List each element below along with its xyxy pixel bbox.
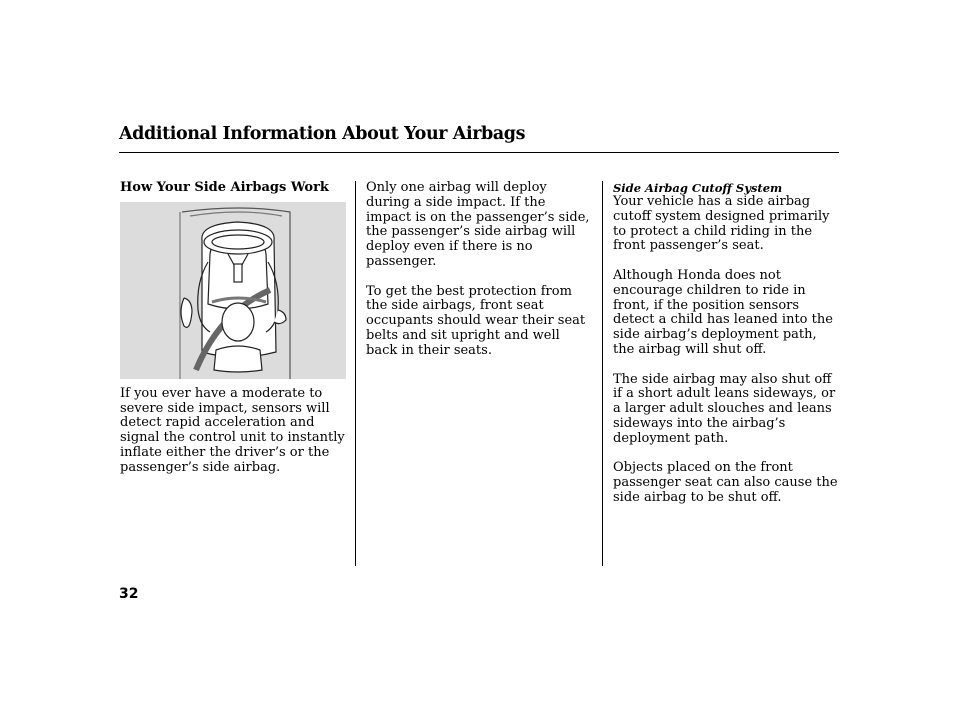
paragraph: Only one airbag will deploy during a side impact. If the impact is on the passenger’s side, the passenger’s side airbag will deploy even if there is no passenger. (366, 180, 590, 269)
side-airbag-seated-occupant-icon (120, 202, 346, 379)
paragraph: Your vehicle has a side airbag cutoff system designed primarily to protect a child riding in the front passenger’s seat. (613, 194, 830, 254)
section-heading: How Your Side Airbags Work (120, 180, 329, 195)
column-3 (613, 181, 841, 521)
paragraph: To get the best protection from the side airbags, front seat occupants should wear their seat belts and sit upright and well back in their seats. (366, 283, 586, 358)
paragraph: If you ever have a moderate to severe side impact, sensors will detect rapid acceleration and signal the control unit to instantly inflate either the driver’s or the passenger’s side airbag. (120, 385, 345, 475)
column-1 (120, 181, 348, 490)
subheading: Side Airbag Cutoff System (613, 181, 783, 195)
page-title: Additional Information About Your Airbags (119, 124, 526, 144)
column-divider-2 (602, 181, 603, 566)
page-number: 32 (119, 586, 139, 602)
paragraph: Objects placed on the front passenger seat can also cause the side airbag to be shut off. (613, 460, 838, 505)
column-2 (366, 181, 594, 373)
paragraph: Although Honda does not encourage children to ride in front, if the position sensors detect a child has leaned into the side airbag’s deployment path, the airbag will shut off. (613, 267, 833, 357)
paragraph: The side airbag may also shut off if a short adult leans sideways, or a larger adult slouches and leans sideways into the airbag’s deployment path. (613, 371, 836, 446)
title-divider (119, 152, 839, 153)
column-divider-1 (355, 181, 356, 566)
